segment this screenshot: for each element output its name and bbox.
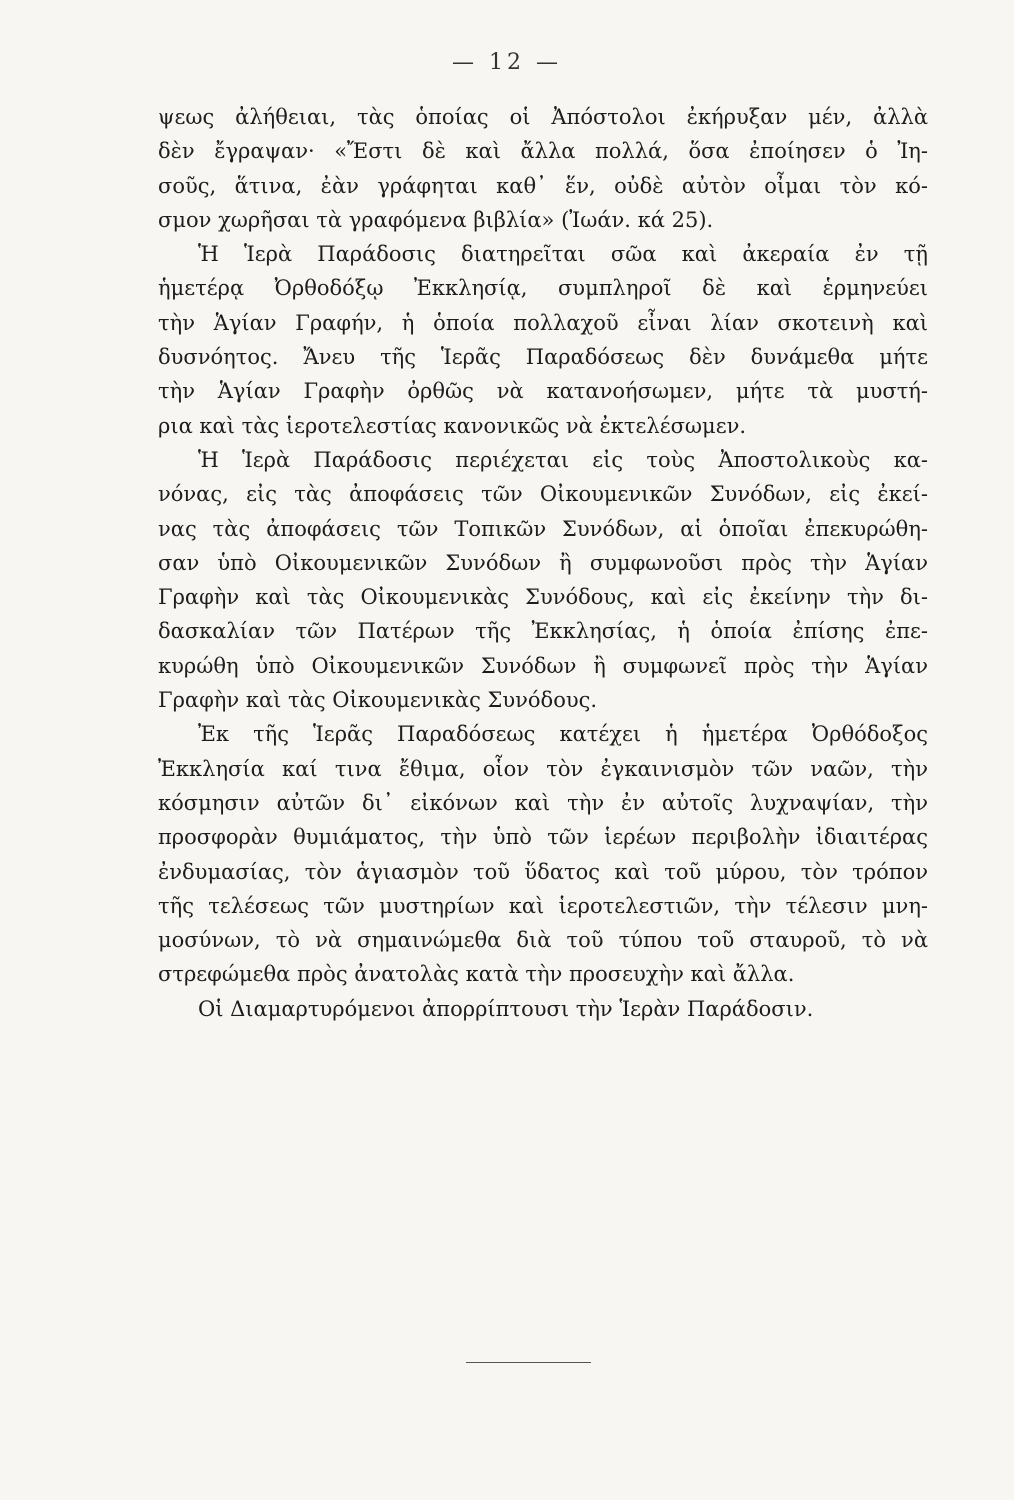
body-text xyxy=(158,100,928,1026)
paragraph xyxy=(158,100,928,237)
paragraph xyxy=(158,443,928,717)
paragraph xyxy=(158,237,928,443)
text-line: Ἐκ τῆς Ἱερᾶς Παραδόσεως κατέχει ἡ ἡμετέρα Ὀρθόδοξος xyxy=(198,722,928,747)
text-line: Ἡ Ἱερὰ Παράδοσις περιέχεται εἰς τοὺς Ἀποστολικοὺς κα- xyxy=(198,447,928,472)
text-line: Οἱ Διαμαρτυρόμενοι ἀπορρίπτουσι τὴν Ἱερὰν Παράδοσιν. xyxy=(198,996,814,1021)
paragraph xyxy=(158,717,928,991)
text-line: νας τὰς ἀποφάσεις τῶν Τοπικῶν Συνόδων, αἱ ὁποῖαι ἐπεκυρώθη- xyxy=(158,516,928,541)
text-line: ρια καὶ τὰς ἱεροτελεστίας κανονικῶς νὰ ἐκτελέσωμεν. xyxy=(158,413,747,438)
page-number: — 12 — xyxy=(452,50,562,75)
text-line: δασκαλίαν τῶν Πατέρων τῆς Ἐκκλησίας, ἡ ὁποία ἐπίσης ἐπε- xyxy=(158,619,928,644)
text-line: σμον χωρῆσαι τὰ γραφόμενα βιβλία» (Ἰωάν. κά 25). xyxy=(158,207,714,232)
text-line: προσφορὰν θυμιάματος, τὴν ὑπὸ τῶν ἱερέων περιβολὴν ἰδιαιτέρας xyxy=(158,825,928,850)
text-line: Ἐκκλησία καί τινα ἔθιμα, οἷον τὸν ἐγκαινισμὸν τῶν ναῶν, τὴν xyxy=(158,756,928,781)
text-line: νόνας, εἰς τὰς ἀποφάσεις τῶν Οἰκουμενικῶν Συνόδων, εἰς ἐκεί- xyxy=(158,482,928,507)
text-line: δὲν ἔγραψαν· «Ἔστι δὲ καὶ ἄλλα πολλά, ὅσα ἐποίησεν ὁ Ἰη- xyxy=(158,139,928,164)
text-line: σοῦς, ἅτινα, ἐὰν γράφηται καθ᾽ ἕν, οὐδὲ αὐτὸν οἶμαι τὸν κό- xyxy=(158,173,928,198)
text-line: Γραφὴν καὶ τὰς Οἰκουμενικὰς Συνόδους, καὶ εἰς ἐκείνην τὴν δι- xyxy=(158,585,928,610)
text-line: ψεως ἀλήθειαι, τὰς ὁποίας οἱ Ἀπόστολοι ἐκήρυξαν μέν, ἀλλὰ xyxy=(158,105,928,129)
text-line: στρεφώμεθα πρὸς ἀνατολὰς κατὰ τὴν προσευχὴν καὶ ἄλλα. xyxy=(158,962,795,987)
closing-rule xyxy=(466,1362,591,1363)
text-line: κόσμησιν αὐτῶν δι᾽ εἰκόνων καὶ τὴν ἐν αὐτοῖς λυχναψίαν, τὴν xyxy=(158,790,928,815)
paragraph xyxy=(158,992,928,1026)
text-line: τὴν Ἁγίαν Γραφὴν ὀρθῶς νὰ κατανοήσωμεν, μήτε τὰ μυστή- xyxy=(158,379,928,404)
text-line: ἡμετέρᾳ Ὀρθοδόξῳ Ἐκκλησίᾳ, συμπληροῖ δὲ καὶ ἑρμηνεύει xyxy=(158,276,928,301)
text-line: μοσύνων, τὸ νὰ σημαινώμεθα διὰ τοῦ τύπου τοῦ σταυροῦ, τὸ νὰ xyxy=(158,928,928,953)
text-line: ἐνδυμασίας, τὸν ἁγιασμὸν τοῦ ὕδατος καὶ τοῦ μύρου, τὸν τρόπον xyxy=(158,859,928,884)
text-line: δυσνόητος. Ἄνευ τῆς Ἱερᾶς Παραδόσεως δὲν δυνάμεθα μήτε xyxy=(158,345,928,370)
text-line: τῆς τελέσεως τῶν μυστηρίων καὶ ἱεροτελεστιῶν, τὴν τέλεσιν μνη- xyxy=(158,893,928,918)
text-line: σαν ὑπὸ Οἰκουμενικῶν Συνόδων ἢ συμφωνοῦσι πρὸς τὴν Ἁγίαν xyxy=(158,550,928,575)
text-line: Γραφὴν καὶ τὰς Οἰκουμενικὰς Συνόδους. xyxy=(158,688,598,713)
text-line: Ἡ Ἱερὰ Παράδοσις διατηρεῖται σῶα καὶ ἀκεραία ἐν τῇ xyxy=(198,242,928,267)
text-line: κυρώθη ὑπὸ Οἰκουμενικῶν Συνόδων ἢ συμφωνεῖ πρὸς τὴν Ἁγίαν xyxy=(158,653,928,678)
text-line: τὴν Ἁγίαν Γραφήν, ἡ ὁποία πολλαχοῦ εἶναι λίαν σκοτεινὴ καὶ xyxy=(158,310,928,335)
